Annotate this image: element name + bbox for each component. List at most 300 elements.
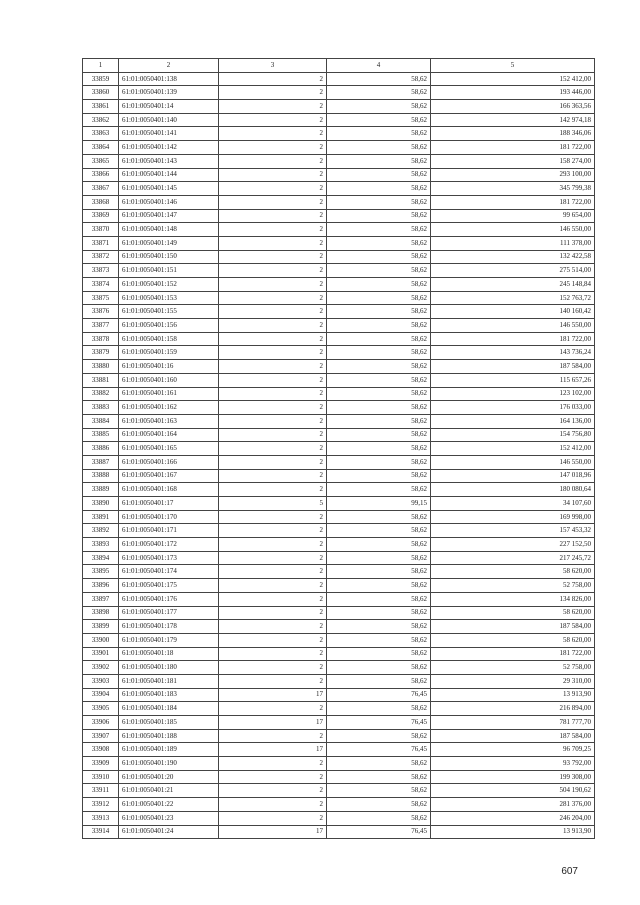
row-number-cell: 33873 <box>83 264 119 278</box>
row-number-cell: 33886 <box>83 442 119 456</box>
column-5-cell: 115 657,26 <box>431 373 595 387</box>
column-4-cell: 58,62 <box>327 291 431 305</box>
column-5-cell: 29 310,00 <box>431 674 595 688</box>
table-row <box>83 674 595 688</box>
cadastral-number-cell: 61:01:0050401:161 <box>119 387 219 401</box>
table-row <box>83 538 595 552</box>
cadastral-number-cell: 61:01:0050401:158 <box>119 332 219 346</box>
table-row <box>83 195 595 209</box>
row-number-cell: 33875 <box>83 291 119 305</box>
table-row <box>83 236 595 250</box>
table-body <box>83 72 595 839</box>
column-4-cell: 76,45 <box>327 825 431 839</box>
column-4-cell: 58,62 <box>327 538 431 552</box>
column-5-cell: 13 913,90 <box>431 825 595 839</box>
cadastral-number-cell: 61:01:0050401:164 <box>119 428 219 442</box>
row-number-cell: 33859 <box>83 72 119 86</box>
cadastral-number-cell: 61:01:0050401:180 <box>119 661 219 675</box>
table-row <box>83 401 595 415</box>
column-4-cell: 76,45 <box>327 688 431 702</box>
row-number-cell: 33905 <box>83 702 119 716</box>
row-number-cell: 33892 <box>83 524 119 538</box>
column-3-cell: 2 <box>219 538 327 552</box>
column-3-cell: 2 <box>219 414 327 428</box>
row-number-cell: 33867 <box>83 182 119 196</box>
column-4-cell: 58,62 <box>327 442 431 456</box>
cadastral-number-cell: 61:01:0050401:18 <box>119 647 219 661</box>
column-5-cell: 199 308,00 <box>431 770 595 784</box>
cadastral-number-cell: 61:01:0050401:16 <box>119 360 219 374</box>
column-3-cell: 2 <box>219 428 327 442</box>
row-number-cell: 33902 <box>83 661 119 675</box>
table-row <box>83 127 595 141</box>
column-4-cell: 99,15 <box>327 497 431 511</box>
row-number-cell: 33884 <box>83 414 119 428</box>
column-3-cell: 2 <box>219 455 327 469</box>
row-number-cell: 33899 <box>83 620 119 634</box>
cadastral-number-cell: 61:01:0050401:140 <box>119 113 219 127</box>
column-3-cell: 2 <box>219 141 327 155</box>
column-4-cell: 58,62 <box>327 332 431 346</box>
table-row <box>83 442 595 456</box>
column-3-cell: 2 <box>219 236 327 250</box>
cadastral-number-cell: 61:01:0050401:145 <box>119 182 219 196</box>
table-row <box>83 524 595 538</box>
column-3-cell: 2 <box>219 332 327 346</box>
column-5-cell: 245 148,84 <box>431 278 595 292</box>
column-5-cell: 146 550,00 <box>431 223 595 237</box>
column-3-cell: 2 <box>219 113 327 127</box>
column-3-cell: 2 <box>219 195 327 209</box>
column-4-cell: 58,62 <box>327 798 431 812</box>
column-5-cell: 781 777,70 <box>431 716 595 730</box>
column-3-cell: 2 <box>219 647 327 661</box>
row-number-cell: 33879 <box>83 346 119 360</box>
column-3-cell: 2 <box>219 72 327 86</box>
row-number-cell: 33891 <box>83 510 119 524</box>
table-row <box>83 688 595 702</box>
column-3-cell: 2 <box>219 524 327 538</box>
column-3-cell: 2 <box>219 100 327 114</box>
column-4-cell: 58,62 <box>327 236 431 250</box>
row-number-cell: 33876 <box>83 305 119 319</box>
column-3-cell: 2 <box>219 729 327 743</box>
column-4-cell: 58,62 <box>327 551 431 565</box>
column-4-cell: 58,62 <box>327 661 431 675</box>
column-5-cell: 152 412,00 <box>431 72 595 86</box>
column-5-cell: 166 363,56 <box>431 100 595 114</box>
column-4-cell: 58,62 <box>327 565 431 579</box>
column-5-cell: 158 274,00 <box>431 154 595 168</box>
column-3-cell: 2 <box>219 510 327 524</box>
column-4-cell: 58,62 <box>327 633 431 647</box>
row-number-cell: 33885 <box>83 428 119 442</box>
column-5-cell: 34 107,60 <box>431 497 595 511</box>
column-4-cell: 58,62 <box>327 86 431 100</box>
cadastral-number-cell: 61:01:0050401:21 <box>119 784 219 798</box>
column-header-4: 4 <box>327 59 431 73</box>
row-number-cell: 33901 <box>83 647 119 661</box>
table-row <box>83 278 595 292</box>
cadastral-number-cell: 61:01:0050401:20 <box>119 770 219 784</box>
header-row <box>83 59 595 73</box>
column-5-cell: 187 584,00 <box>431 729 595 743</box>
column-4-cell: 58,62 <box>327 373 431 387</box>
column-3-cell: 2 <box>219 387 327 401</box>
column-5-cell: 154 756,80 <box>431 428 595 442</box>
cadastral-number-cell: 61:01:0050401:166 <box>119 455 219 469</box>
column-3-cell: 2 <box>219 319 327 333</box>
column-4-cell: 58,62 <box>327 168 431 182</box>
row-number-cell: 33868 <box>83 195 119 209</box>
column-5-cell: 147 018,96 <box>431 469 595 483</box>
row-number-cell: 33866 <box>83 168 119 182</box>
column-4-cell: 58,62 <box>327 674 431 688</box>
row-number-cell: 33880 <box>83 360 119 374</box>
column-3-cell: 2 <box>219 784 327 798</box>
row-number-cell: 33878 <box>83 332 119 346</box>
table-row <box>83 633 595 647</box>
column-5-cell: 132 422,58 <box>431 250 595 264</box>
column-5-cell: 134 826,00 <box>431 592 595 606</box>
row-number-cell: 33863 <box>83 127 119 141</box>
row-number-cell: 33887 <box>83 455 119 469</box>
row-number-cell: 33913 <box>83 811 119 825</box>
cadastral-number-cell: 61:01:0050401:14 <box>119 100 219 114</box>
column-4-cell: 58,62 <box>327 414 431 428</box>
table-row <box>83 565 595 579</box>
table-row <box>83 579 595 593</box>
column-4-cell: 58,62 <box>327 182 431 196</box>
column-4-cell: 58,62 <box>327 141 431 155</box>
column-4-cell: 58,62 <box>327 579 431 593</box>
column-5-cell: 216 894,00 <box>431 702 595 716</box>
column-3-cell: 2 <box>219 565 327 579</box>
row-number-cell: 33874 <box>83 278 119 292</box>
table-header <box>83 59 595 73</box>
table-row <box>83 716 595 730</box>
row-number-cell: 33872 <box>83 250 119 264</box>
cadastral-number-cell: 61:01:0050401:152 <box>119 278 219 292</box>
column-4-cell: 58,62 <box>327 154 431 168</box>
row-number-cell: 33907 <box>83 729 119 743</box>
column-5-cell: 275 514,00 <box>431 264 595 278</box>
table-row <box>83 332 595 346</box>
column-3-cell: 2 <box>219 592 327 606</box>
table-row <box>83 825 595 839</box>
cadastral-number-cell: 61:01:0050401:174 <box>119 565 219 579</box>
column-5-cell: 181 722,00 <box>431 141 595 155</box>
table-row <box>83 86 595 100</box>
column-5-cell: 13 913,90 <box>431 688 595 702</box>
column-3-cell: 2 <box>219 674 327 688</box>
row-number-cell: 33896 <box>83 579 119 593</box>
column-header-2: 2 <box>119 59 219 73</box>
cadastral-number-cell: 61:01:0050401:141 <box>119 127 219 141</box>
column-header-3: 3 <box>219 59 327 73</box>
column-5-cell: 227 152,50 <box>431 538 595 552</box>
cadastral-number-cell: 61:01:0050401:144 <box>119 168 219 182</box>
cadastral-number-cell: 61:01:0050401:23 <box>119 811 219 825</box>
column-4-cell: 58,62 <box>327 483 431 497</box>
column-4-cell: 58,62 <box>327 195 431 209</box>
table-row <box>83 264 595 278</box>
column-4-cell: 58,62 <box>327 401 431 415</box>
column-5-cell: 93 792,00 <box>431 757 595 771</box>
cadastral-number-cell: 61:01:0050401:172 <box>119 538 219 552</box>
column-5-cell: 246 204,00 <box>431 811 595 825</box>
column-5-cell: 217 245,72 <box>431 551 595 565</box>
column-5-cell: 293 100,00 <box>431 168 595 182</box>
cadastral-number-cell: 61:01:0050401:183 <box>119 688 219 702</box>
cadastral-number-cell: 61:01:0050401:156 <box>119 319 219 333</box>
cadastral-number-cell: 61:01:0050401:149 <box>119 236 219 250</box>
row-number-cell: 33889 <box>83 483 119 497</box>
cadastral-number-cell: 61:01:0050401:178 <box>119 620 219 634</box>
column-4-cell: 58,62 <box>327 606 431 620</box>
cadastral-number-cell: 61:01:0050401:138 <box>119 72 219 86</box>
row-number-cell: 33906 <box>83 716 119 730</box>
column-3-cell: 2 <box>219 264 327 278</box>
cadastral-number-cell: 61:01:0050401:176 <box>119 592 219 606</box>
column-5-cell: 96 709,25 <box>431 743 595 757</box>
table-row <box>83 373 595 387</box>
table-row <box>83 661 595 675</box>
table-row <box>83 250 595 264</box>
table-row <box>83 469 595 483</box>
table-row <box>83 428 595 442</box>
column-3-cell: 2 <box>219 661 327 675</box>
row-number-cell: 33861 <box>83 100 119 114</box>
column-5-cell: 58 620,00 <box>431 606 595 620</box>
table-row <box>83 154 595 168</box>
row-number-cell: 33912 <box>83 798 119 812</box>
row-number-cell: 33900 <box>83 633 119 647</box>
table-row <box>83 620 595 634</box>
row-number-cell: 33877 <box>83 319 119 333</box>
column-3-cell: 2 <box>219 278 327 292</box>
column-4-cell: 58,62 <box>327 360 431 374</box>
column-4-cell: 58,62 <box>327 592 431 606</box>
column-4-cell: 58,62 <box>327 784 431 798</box>
column-4-cell: 58,62 <box>327 770 431 784</box>
column-3-cell: 2 <box>219 757 327 771</box>
cadastral-number-cell: 61:01:0050401:168 <box>119 483 219 497</box>
column-4-cell: 58,62 <box>327 264 431 278</box>
column-5-cell: 142 974,18 <box>431 113 595 127</box>
column-3-cell: 2 <box>219 250 327 264</box>
column-5-cell: 146 550,00 <box>431 455 595 469</box>
row-number-cell: 33869 <box>83 209 119 223</box>
column-4-cell: 58,62 <box>327 250 431 264</box>
row-number-cell: 33865 <box>83 154 119 168</box>
column-3-cell: 2 <box>219 633 327 647</box>
cadastral-number-cell: 61:01:0050401:163 <box>119 414 219 428</box>
column-5-cell: 58 620,00 <box>431 633 595 647</box>
column-3-cell: 2 <box>219 305 327 319</box>
column-4-cell: 58,62 <box>327 209 431 223</box>
column-3-cell: 2 <box>219 127 327 141</box>
table-row <box>83 168 595 182</box>
column-3-cell: 2 <box>219 360 327 374</box>
row-number-cell: 33893 <box>83 538 119 552</box>
column-3-cell: 2 <box>219 702 327 716</box>
row-number-cell: 33871 <box>83 236 119 250</box>
column-5-cell: 152 763,72 <box>431 291 595 305</box>
column-3-cell: 2 <box>219 86 327 100</box>
column-5-cell: 140 160,42 <box>431 305 595 319</box>
registry-table <box>82 58 595 839</box>
column-3-cell: 2 <box>219 551 327 565</box>
cadastral-number-cell: 61:01:0050401:162 <box>119 401 219 415</box>
column-5-cell: 58 620,00 <box>431 565 595 579</box>
column-header-1: 1 <box>83 59 119 73</box>
column-3-cell: 2 <box>219 770 327 784</box>
column-5-cell: 187 584,00 <box>431 360 595 374</box>
table-row <box>83 209 595 223</box>
cadastral-number-cell: 61:01:0050401:17 <box>119 497 219 511</box>
column-5-cell: 345 799,38 <box>431 182 595 196</box>
column-5-cell: 193 446,00 <box>431 86 595 100</box>
column-3-cell: 2 <box>219 291 327 305</box>
table-row <box>83 702 595 716</box>
column-5-cell: 181 722,00 <box>431 195 595 209</box>
row-number-cell: 33894 <box>83 551 119 565</box>
column-3-cell: 2 <box>219 579 327 593</box>
column-3-cell: 17 <box>219 716 327 730</box>
row-number-cell: 33904 <box>83 688 119 702</box>
column-5-cell: 169 998,00 <box>431 510 595 524</box>
column-5-cell: 181 722,00 <box>431 332 595 346</box>
row-number-cell: 33890 <box>83 497 119 511</box>
table-row <box>83 592 595 606</box>
column-5-cell: 176 033,00 <box>431 401 595 415</box>
table-row <box>83 784 595 798</box>
cadastral-number-cell: 61:01:0050401:151 <box>119 264 219 278</box>
table-row <box>83 497 595 511</box>
row-number-cell: 33903 <box>83 674 119 688</box>
cadastral-number-cell: 61:01:0050401:181 <box>119 674 219 688</box>
column-3-cell: 2 <box>219 606 327 620</box>
column-5-cell: 188 346,06 <box>431 127 595 141</box>
cadastral-number-cell: 61:01:0050401:175 <box>119 579 219 593</box>
column-3-cell: 2 <box>219 483 327 497</box>
table-row <box>83 291 595 305</box>
column-4-cell: 58,62 <box>327 524 431 538</box>
column-5-cell: 164 136,00 <box>431 414 595 428</box>
cadastral-number-cell: 61:01:0050401:188 <box>119 729 219 743</box>
column-3-cell: 2 <box>219 401 327 415</box>
column-3-cell: 2 <box>219 209 327 223</box>
column-5-cell: 123 102,00 <box>431 387 595 401</box>
cadastral-number-cell: 61:01:0050401:139 <box>119 86 219 100</box>
table-row <box>83 141 595 155</box>
table-row <box>83 510 595 524</box>
row-number-cell: 33888 <box>83 469 119 483</box>
table-row <box>83 455 595 469</box>
column-4-cell: 58,62 <box>327 113 431 127</box>
cadastral-number-cell: 61:01:0050401:147 <box>119 209 219 223</box>
cadastral-number-cell: 61:01:0050401:22 <box>119 798 219 812</box>
table-row <box>83 182 595 196</box>
column-4-cell: 58,62 <box>327 510 431 524</box>
table-row <box>83 483 595 497</box>
cadastral-number-cell: 61:01:0050401:150 <box>119 250 219 264</box>
table-row <box>83 223 595 237</box>
column-3-cell: 2 <box>219 182 327 196</box>
column-5-cell: 281 376,00 <box>431 798 595 812</box>
cadastral-number-cell: 61:01:0050401:170 <box>119 510 219 524</box>
column-3-cell: 2 <box>219 798 327 812</box>
cadastral-number-cell: 61:01:0050401:143 <box>119 154 219 168</box>
table-row <box>83 811 595 825</box>
cadastral-number-cell: 61:01:0050401:24 <box>119 825 219 839</box>
cadastral-number-cell: 61:01:0050401:189 <box>119 743 219 757</box>
table-row <box>83 770 595 784</box>
table-row <box>83 113 595 127</box>
column-3-cell: 17 <box>219 743 327 757</box>
table-row <box>83 798 595 812</box>
row-number-cell: 33897 <box>83 592 119 606</box>
column-4-cell: 58,62 <box>327 702 431 716</box>
cadastral-number-cell: 61:01:0050401:153 <box>119 291 219 305</box>
column-4-cell: 58,62 <box>327 387 431 401</box>
row-number-cell: 33862 <box>83 113 119 127</box>
row-number-cell: 33914 <box>83 825 119 839</box>
column-3-cell: 5 <box>219 497 327 511</box>
table-row <box>83 414 595 428</box>
column-header-5: 5 <box>431 59 595 73</box>
column-3-cell: 2 <box>219 620 327 634</box>
cadastral-number-cell: 61:01:0050401:171 <box>119 524 219 538</box>
column-4-cell: 58,62 <box>327 319 431 333</box>
row-number-cell: 33881 <box>83 373 119 387</box>
column-3-cell: 2 <box>219 346 327 360</box>
row-number-cell: 33860 <box>83 86 119 100</box>
table-row <box>83 647 595 661</box>
table-row <box>83 319 595 333</box>
cadastral-number-cell: 61:01:0050401:177 <box>119 606 219 620</box>
column-5-cell: 146 550,00 <box>431 319 595 333</box>
column-5-cell: 181 722,00 <box>431 647 595 661</box>
cadastral-number-cell: 61:01:0050401:159 <box>119 346 219 360</box>
column-5-cell: 99 654,00 <box>431 209 595 223</box>
column-3-cell: 2 <box>219 223 327 237</box>
cadastral-number-cell: 61:01:0050401:165 <box>119 442 219 456</box>
row-number-cell: 33870 <box>83 223 119 237</box>
column-3-cell: 2 <box>219 469 327 483</box>
column-4-cell: 58,62 <box>327 455 431 469</box>
column-5-cell: 504 190,62 <box>431 784 595 798</box>
column-4-cell: 58,62 <box>327 620 431 634</box>
table-row <box>83 729 595 743</box>
column-4-cell: 58,62 <box>327 757 431 771</box>
column-5-cell: 111 378,00 <box>431 236 595 250</box>
column-3-cell: 2 <box>219 168 327 182</box>
column-4-cell: 76,45 <box>327 743 431 757</box>
cadastral-number-cell: 61:01:0050401:148 <box>119 223 219 237</box>
column-4-cell: 58,62 <box>327 469 431 483</box>
table-row <box>83 757 595 771</box>
column-3-cell: 17 <box>219 825 327 839</box>
cadastral-number-cell: 61:01:0050401:160 <box>119 373 219 387</box>
column-3-cell: 2 <box>219 373 327 387</box>
table-row <box>83 551 595 565</box>
row-number-cell: 33898 <box>83 606 119 620</box>
column-3-cell: 17 <box>219 688 327 702</box>
cadastral-number-cell: 61:01:0050401:155 <box>119 305 219 319</box>
cadastral-number-cell: 61:01:0050401:167 <box>119 469 219 483</box>
